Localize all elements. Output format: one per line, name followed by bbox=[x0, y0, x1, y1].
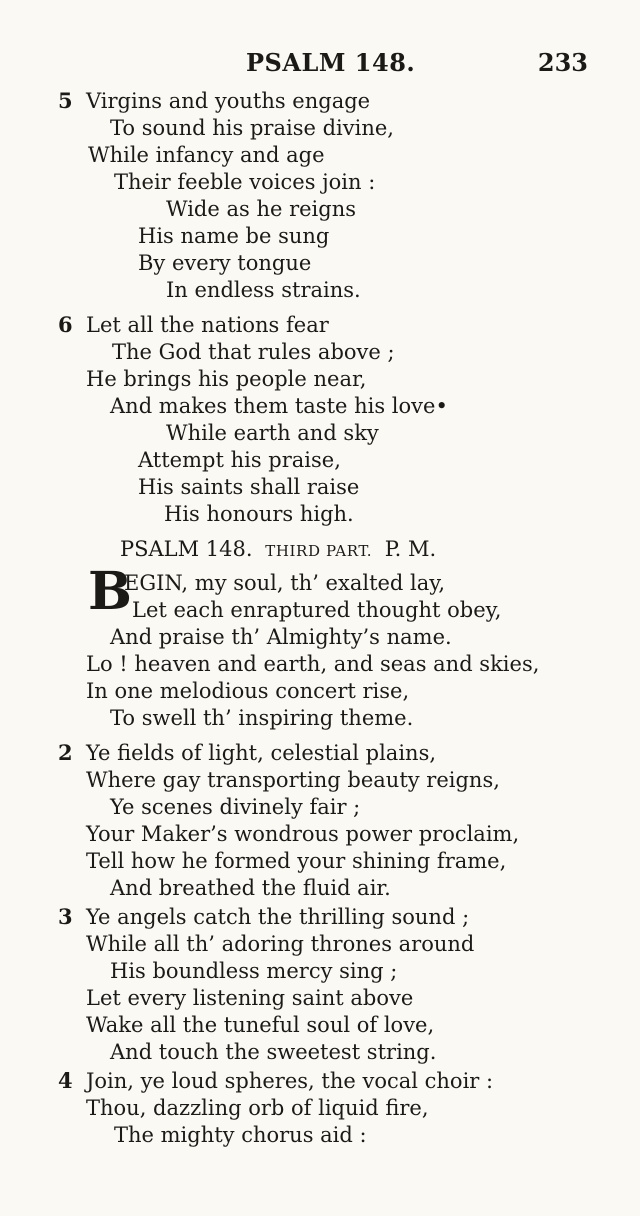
verse-line: To sound his praise divine, bbox=[110, 116, 394, 140]
verse-line: And praise th’ Almighty’s name. bbox=[110, 625, 452, 649]
verse-line: In one melodious concert rise, bbox=[86, 679, 410, 703]
stanza-number: 2 bbox=[58, 740, 73, 765]
verse-line: The mighty chorus aid : bbox=[114, 1123, 367, 1147]
verse-line: To swell th’ inspiring theme. bbox=[110, 706, 414, 730]
verse-line: Join, ye loud spheres, the vocal choir : bbox=[86, 1069, 494, 1093]
verse-line: Let every listening saint above bbox=[86, 986, 414, 1010]
stanza-number: 4 bbox=[58, 1068, 73, 1093]
verse-line: Wide as he reigns bbox=[166, 197, 357, 221]
verse-line: Let each enraptured thought obey, bbox=[132, 598, 502, 622]
verse-line: While earth and sky bbox=[166, 421, 379, 445]
verse-line: Wake all the tuneful soul of love, bbox=[86, 1013, 435, 1037]
verse-line: Ye fields of light, celestial plains, bbox=[86, 741, 437, 765]
verse-line: Let all the nations fear bbox=[86, 313, 329, 337]
section-heading bbox=[120, 536, 436, 564]
verse-line: Their feeble voices join : bbox=[114, 170, 376, 194]
page-header bbox=[0, 48, 640, 82]
verse-line: Lo ! heaven and earth, and seas and skies, bbox=[86, 652, 540, 676]
verse-line: In endless strains. bbox=[166, 278, 361, 302]
drop-cap: B bbox=[88, 561, 132, 622]
verse-line: Ye angels catch the thrilling sound ; bbox=[86, 905, 470, 929]
verse-line: Ye scenes divinely fair ; bbox=[110, 795, 361, 819]
verse-line: Where gay transporting beauty reigns, bbox=[86, 768, 500, 792]
verse-line: Attempt his praise, bbox=[138, 448, 341, 472]
verse-line: His name be sung bbox=[138, 224, 330, 248]
stanza-number: 6 bbox=[58, 312, 73, 337]
verse-line: And touch the sweetest string. bbox=[110, 1040, 437, 1064]
section-title: PSALM 148. bbox=[120, 537, 253, 561]
page-number: 233 bbox=[537, 48, 588, 77]
verse-line: While all th’ adoring thrones around bbox=[86, 932, 475, 956]
verse-line: By every tongue bbox=[138, 251, 312, 275]
verse-line: His honours high. bbox=[164, 502, 354, 526]
verse-line: The God that rules above ; bbox=[112, 340, 395, 364]
verse-line: And makes them taste his love• bbox=[110, 394, 448, 418]
verse-line: And breathed the fluid air. bbox=[110, 876, 391, 900]
running-title: PSALM 148. bbox=[246, 48, 416, 77]
verse-line: His saints shall raise bbox=[138, 475, 360, 499]
stanza-number: 3 bbox=[58, 904, 73, 929]
stanza-number: 5 bbox=[58, 88, 73, 113]
verse-line: Tell how he formed your shining frame, bbox=[86, 849, 507, 873]
section-meter: P. M. bbox=[384, 537, 437, 561]
section-subtitle: THIRD PART. bbox=[265, 542, 373, 560]
verse-line: Your Maker’s wondrous power proclaim, bbox=[86, 822, 520, 846]
verse-line: Thou, dazzling orb of liquid fire, bbox=[86, 1096, 429, 1120]
verse-line: His boundless mercy sing ; bbox=[110, 959, 398, 983]
verse-line: He brings his people near, bbox=[86, 367, 367, 391]
verse-line: EGIN, my soul, th’ exalted lay, bbox=[124, 571, 446, 595]
verse-line: While infancy and age bbox=[88, 143, 325, 167]
verse-line: Virgins and youths engage bbox=[86, 89, 371, 113]
